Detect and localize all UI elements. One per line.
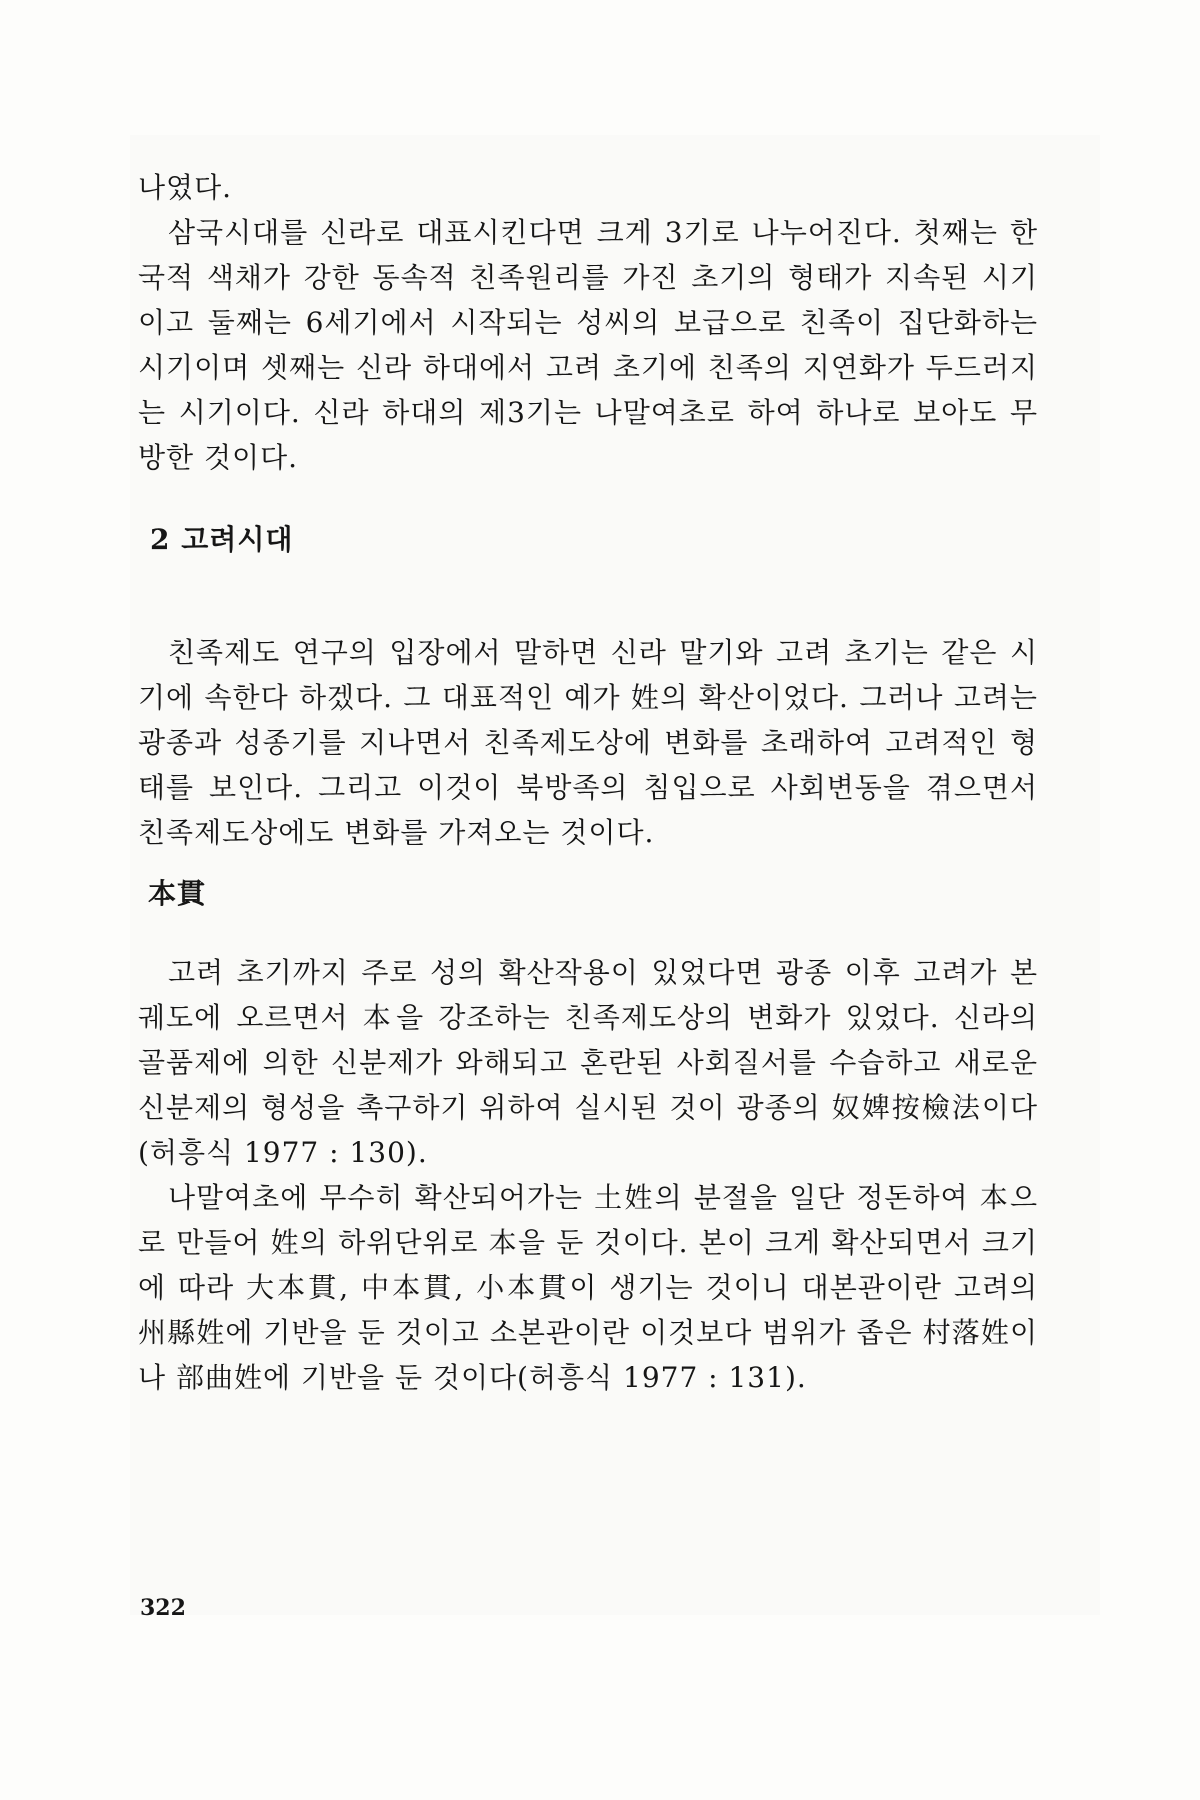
subsection-heading: 本貫 (148, 877, 207, 910)
intro-block (138, 165, 1038, 480)
subsection-paragraph-1: 고려 초기까지 주로 성의 확산작용이 있었다면 광종 이후 고려가 본 궤도에 오르면서 本을 강조하는 친족제도상의 변화가 있었다. 신라의 골품제에 의한 신분제가 와해되고 혼란된 사회질서를 수습하고 새로운 신분제의 형성을 촉구하기 위하여 실시된 것이 광종의 奴婢按檢法이다(허흥식 1977 : 130). (138, 956, 1038, 1169)
intro-fragment: 나였다. (138, 171, 233, 204)
section-paragraph: 친족제도 연구의 입장에서 말하면 신라 말기와 고려 초기는 같은 시기에 속한다 하겠다. 그 대표적인 예가 姓의 확산이었다. 그러나 고려는 광종과 성종기를 지나면서 친족제도상에 변화를 초래하여 고려적인 형태를 보인다. 그리고 이것이 북방족의 침입으로 사회변동을 겪으면서 친족제도상에도 변화를 가져오는 것이다. (138, 636, 1038, 849)
subsection-paragraph-2: 나말여초에 무수히 확산되어가는 土姓의 분절을 일단 정돈하여 本으로 만들어 姓의 하위단위로 本을 둔 것이다. 본이 크게 확산되면서 크기에 따라 大本貫, 中本貫, 小本貫이 생기는 것이니 대본관이란 고려의 州縣姓에 기반을 둔 것이고 소본관이란 이것보다 범위가 좁은 村落姓이나 部曲姓에 기반을 둔 것이다(허흥식 1977 : 131). (138, 1181, 1038, 1394)
section-heading: 2 고려시대 (150, 523, 294, 556)
section-block (138, 630, 1038, 855)
subsection-block (138, 950, 1038, 1400)
intro-paragraph: 삼국시대를 신라로 대표시킨다면 크게 3기로 나누어진다. 첫째는 한국적 색채가 강한 동속적 친족원리를 가진 초기의 형태가 지속된 시기이고 둘째는 6세기에서 시작되는 성씨의 보급으로 친족이 집단화하는 시기이며 셋째는 신라 하대에서 고려 초기에 친족의 지연화가 두드러지는 시기이다. 신라 하대의 제3기는 나말여초로 하여 하나로 보아도 무방한 것이다. (138, 216, 1038, 474)
page-number: 322 (140, 1595, 186, 1621)
